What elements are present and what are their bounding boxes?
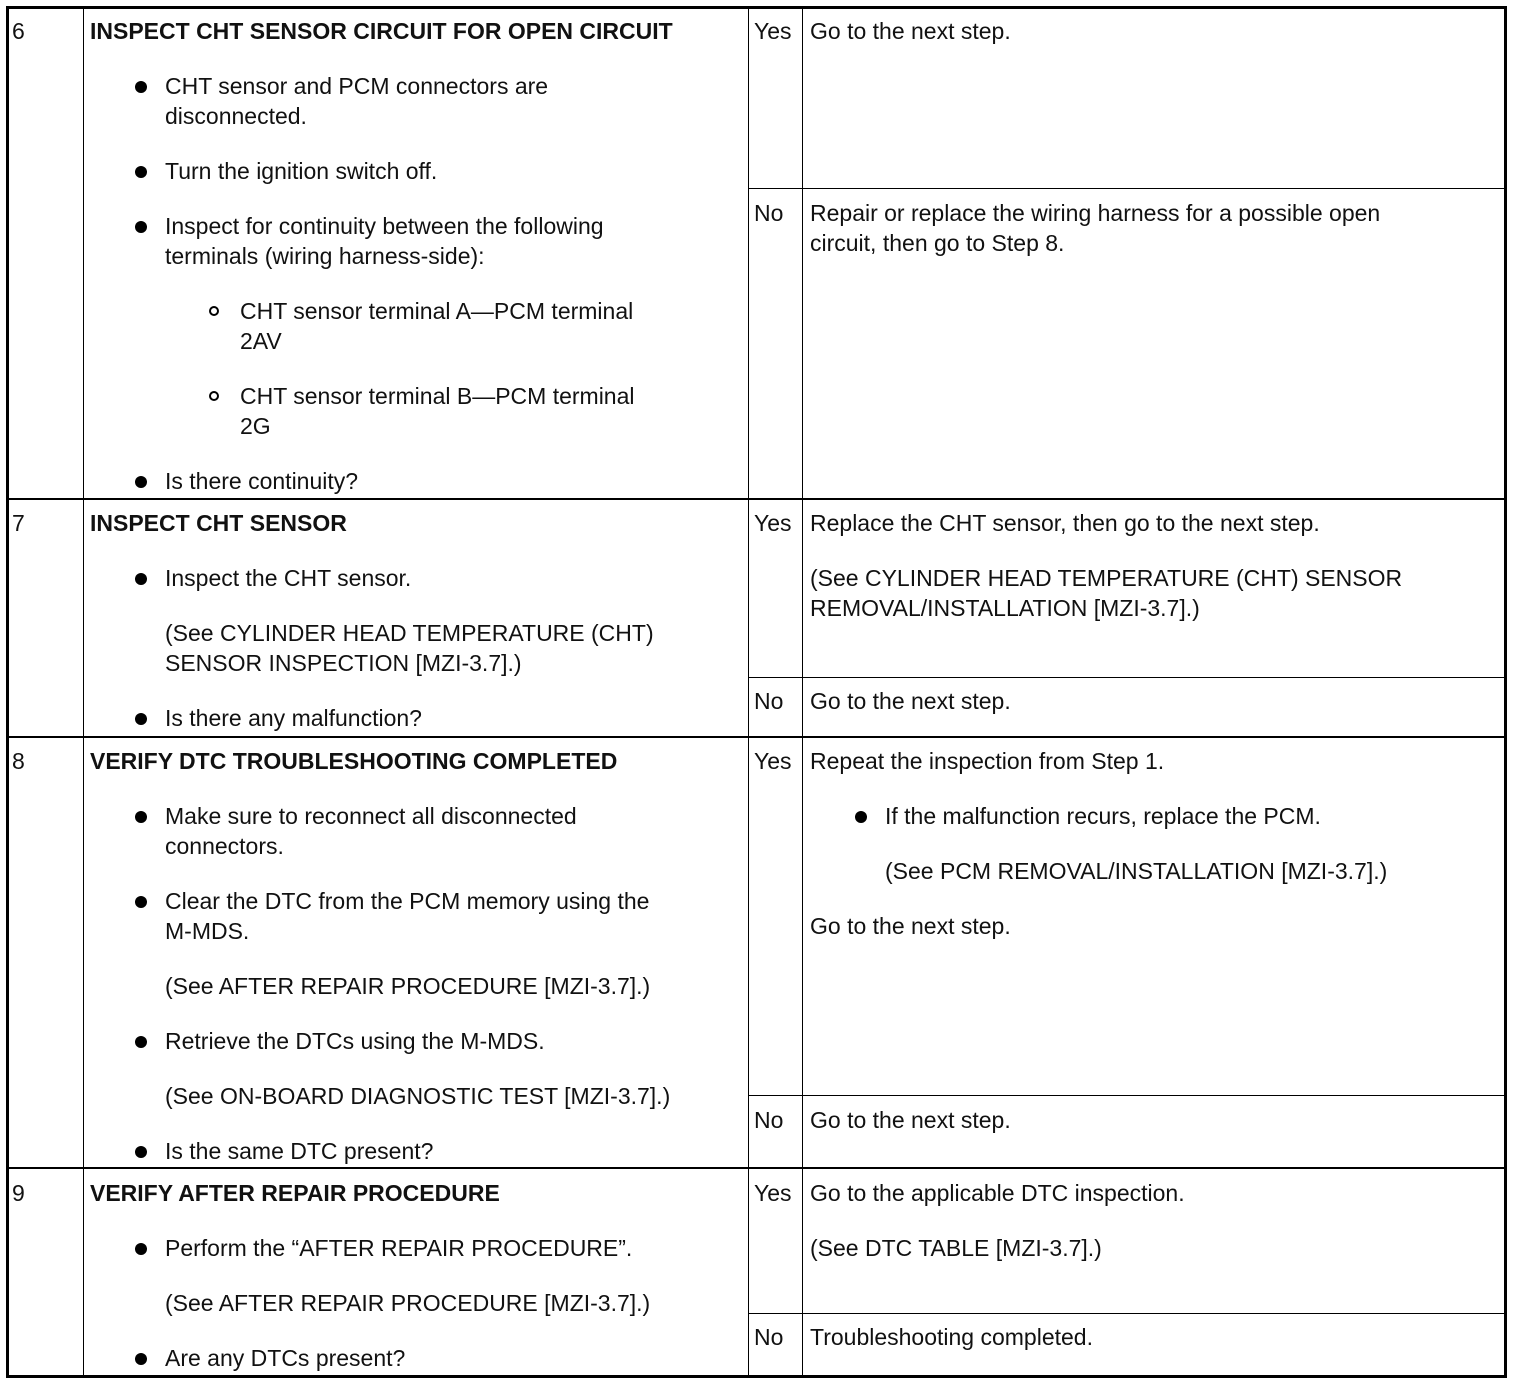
step-item: terminals (wiring harness-side): [165, 243, 485, 269]
step-title: INSPECT CHT SENSOR [90, 510, 347, 536]
step-item: CHT sensor and PCM connectors are [165, 73, 549, 99]
bullet-icon [135, 1036, 147, 1048]
step-title: INSPECT CHT SENSOR CIRCUIT FOR OPEN CIRCUIT [90, 18, 673, 44]
step-subitem: CHT sensor terminal A—PCM terminal [240, 298, 634, 324]
step-item: Is the same DTC present? [165, 1138, 434, 1164]
yes-text: If the malfunction recurs, replace the PCM. [885, 803, 1321, 829]
step-item: (See AFTER REPAIR PROCEDURE [MZI-3.7].) [165, 973, 651, 999]
yes-label: Yes [754, 748, 792, 774]
bullet-icon [135, 896, 147, 908]
step-item: (See ON-BOARD DIAGNOSTIC TEST [MZI-3.7].) [165, 1083, 671, 1109]
step-item: Inspect the CHT sensor. [165, 565, 412, 591]
bullet-icon [135, 81, 147, 93]
step-number: 7 [12, 510, 25, 536]
yes-text: Go to the next step. [810, 913, 1011, 939]
row-divider [9, 1167, 1504, 1169]
bullet-icon [135, 713, 147, 725]
yes-text: Go to the next step. [810, 18, 1011, 44]
no-label: No [754, 688, 784, 714]
yes-text: Repeat the inspection from Step 1. [810, 748, 1165, 774]
row-divider [9, 498, 1504, 500]
step-item: Retrieve the DTCs using the M-MDS. [165, 1028, 545, 1054]
troubleshooting-table [6, 6, 1507, 1378]
no-text: circuit, then go to Step 8. [810, 230, 1065, 256]
column-divider-step [83, 9, 84, 1375]
step-item: (See CYLINDER HEAD TEMPERATURE (CHT) [165, 620, 654, 646]
step-subitem: 2AV [240, 328, 282, 354]
step-item: Is there any malfunction? [165, 705, 422, 731]
sub-bullet-icon [209, 306, 219, 316]
no-label: No [754, 1107, 784, 1133]
step-item: Is there continuity? [165, 468, 359, 494]
bullet-icon [135, 166, 147, 178]
column-divider-answer [802, 9, 803, 1375]
bullet-icon [135, 1243, 147, 1255]
yes-text: REMOVAL/INSTALLATION [MZI-3.7].) [810, 595, 1200, 621]
yes-no-divider [748, 1313, 1504, 1314]
row-divider [9, 736, 1504, 738]
step-item: disconnected. [165, 103, 307, 129]
no-label: No [754, 200, 784, 226]
step-title: VERIFY AFTER REPAIR PROCEDURE [90, 1180, 500, 1206]
step-subitem: 2G [240, 413, 271, 439]
step-item: Make sure to reconnect all disconnected [165, 803, 577, 829]
step-item: connectors. [165, 833, 284, 859]
yes-no-divider [748, 677, 1504, 678]
no-text: Troubleshooting completed. [810, 1324, 1093, 1350]
step-number: 9 [12, 1180, 25, 1206]
step-item: SENSOR INSPECTION [MZI-3.7].) [165, 650, 522, 676]
step-item: Are any DTCs present? [165, 1345, 406, 1371]
bullet-icon [135, 1353, 147, 1365]
step-item: Clear the DTC from the PCM memory using the [165, 888, 650, 914]
bullet-icon [855, 811, 867, 823]
step-item: M-MDS. [165, 918, 250, 944]
yes-text: (See CYLINDER HEAD TEMPERATURE (CHT) SENSOR [810, 565, 1403, 591]
bullet-icon [135, 221, 147, 233]
bullet-icon [135, 573, 147, 585]
yes-label: Yes [754, 1180, 792, 1206]
bullet-icon [135, 476, 147, 488]
yes-text: (See PCM REMOVAL/INSTALLATION [MZI-3.7].) [885, 858, 1388, 884]
bullet-icon [135, 811, 147, 823]
step-title: VERIFY DTC TROUBLESHOOTING COMPLETED [90, 748, 618, 774]
step-item: (See AFTER REPAIR PROCEDURE [MZI-3.7].) [165, 1290, 651, 1316]
no-text: Repair or replace the wiring harness for a possible open [810, 200, 1381, 226]
step-item: Turn the ignition switch off. [165, 158, 438, 184]
step-subitem: CHT sensor terminal B—PCM terminal [240, 383, 635, 409]
step-item: Perform the “AFTER REPAIR PROCEDURE”. [165, 1235, 633, 1261]
no-label: No [754, 1324, 784, 1350]
no-text: Go to the next step. [810, 688, 1011, 714]
step-number: 8 [12, 748, 25, 774]
no-text: Go to the next step. [810, 1107, 1011, 1133]
yes-text: Go to the applicable DTC inspection. [810, 1180, 1185, 1206]
yes-no-divider [748, 1095, 1504, 1096]
yes-text: Replace the CHT sensor, then go to the next step. [810, 510, 1320, 536]
yes-label: Yes [754, 510, 792, 536]
yes-text: (See DTC TABLE [MZI-3.7].) [810, 1235, 1102, 1261]
bullet-icon [135, 1146, 147, 1158]
yes-label: Yes [754, 18, 792, 44]
sub-bullet-icon [209, 391, 219, 401]
yes-no-divider [748, 188, 1504, 189]
step-number: 6 [12, 18, 25, 44]
step-item: Inspect for continuity between the following [165, 213, 604, 239]
column-divider-inspection [748, 9, 749, 1375]
